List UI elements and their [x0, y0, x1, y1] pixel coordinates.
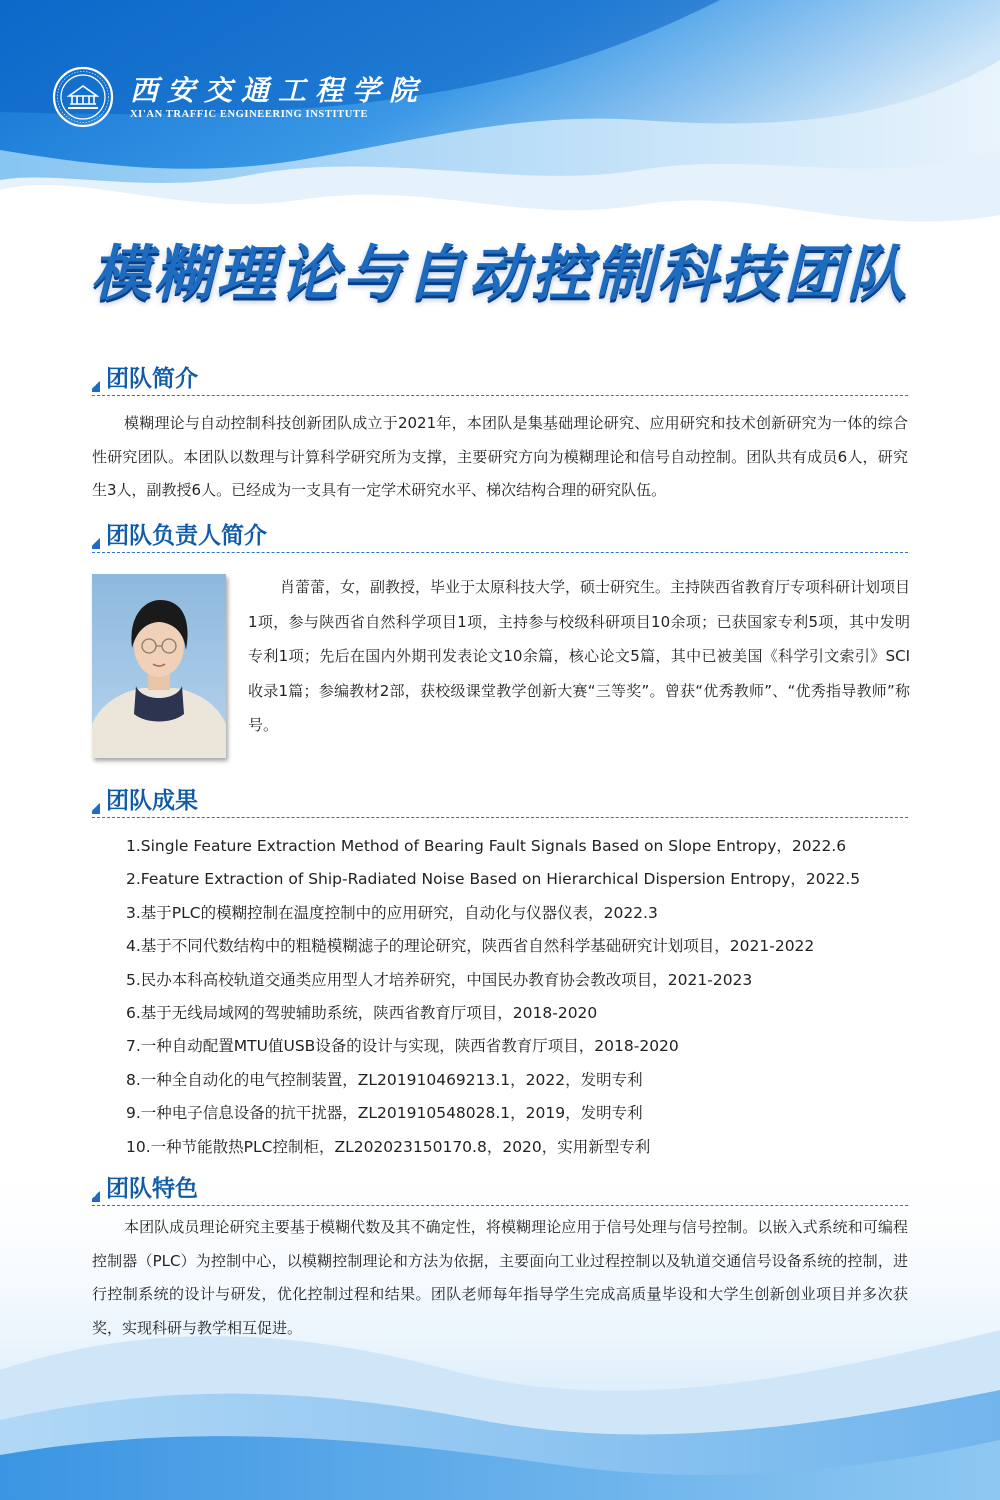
list-item: 8.一种全自动化的电气控制装置，ZL201910469213.1，2022，发明专利 — [126, 1070, 643, 1089]
school-name-en: XI'AN TRAFFIC ENGINEERING INSTITUTE — [130, 108, 369, 120]
section-title: 团队负责人简介 — [106, 523, 267, 549]
leader-photo — [92, 574, 226, 758]
list-item: 2.Feature Extraction of Ship-Radiated Noise Based on Hierarchical Dispersion Entropy，2022.5 — [126, 870, 861, 889]
features-paragraph: 本团队成员理论研究主要基于模糊代数及其不确定性，将模糊理论应用于信号处理与信号控制。以嵌入式系统和可编程控制器（PLC）为控制中心，以模糊控制理论和方法为依据，主要面向工业过程控制以及轨道交通信号设备系统的控制，进行控制系统的设计与研发，优化控制过程和结果。团队老师每年指导学生完成高质量毕设和大学生创新创业项目并多次获奖，实现科研与教学相互促进。 — [92, 1218, 908, 1337]
section-heading-achievements — [92, 784, 908, 818]
section-title: 团队成果 — [106, 788, 198, 814]
school-seal-icon — [52, 66, 114, 128]
section-title: 团队特色 — [106, 1176, 198, 1202]
person-portrait — [92, 574, 226, 758]
school-name-cn: 西安交通工程学院 — [130, 73, 427, 107]
school-logo — [52, 66, 426, 128]
triangle-marker-icon — [92, 378, 100, 392]
list-item: 3.基于PLC的模糊控制在温度控制中的应用研究，自动化与仪器仪表，2022.3 — [126, 903, 658, 922]
list-item: 1.Single Feature Extraction Method of Bearing Fault Signals Based on Slope Entropy，2022.6 — [126, 837, 847, 855]
section-title: 团队简介 — [106, 366, 198, 392]
intro-paragraph: 模糊理论与自动控制科技创新团队成立于2021年，本团队是集基础理论研究、应用研究和技术创新研究为一体的综合性研究团队。本团队以数理与计算科学研究所为支撑，主要研究方向为模糊理论和信号自动控制。团队共有成员6人，研究生3人，副教授6人。已经成为一支具有一定学术研究水平、梯次结构合理的研究队伍。 — [92, 414, 908, 499]
list-item: 4.基于不同代数结构中的粗糙模糊滤子的理论研究，陕西省自然科学基础研究计划项目，2021-2022 — [126, 937, 815, 956]
section-heading-leader — [92, 519, 908, 553]
section-heading-intro — [92, 362, 908, 396]
list-item: 6.基于无线局域网的驾驶辅助系统，陕西省教育厅项目，2018-2020 — [126, 1004, 598, 1023]
list-item: 9.一种电子信息设备的抗干扰器，ZL201910548028.1，2019，发明专利 — [126, 1104, 643, 1123]
leader-paragraph: 肖蕾蕾，女，副教授，毕业于太原科技大学，硕士研究生。主持陕西省教育厅专项科研计划项目1项，参与陕西省自然科学项目1项，主持参与校级科研项目10余项；已获国家专利5项，其中发明专利1项；先后在国内外期刊发表论文10余篇，核心论文5篇，其中已被美国《科学引文索引》SCI收录1篇；参编教材2部，获校级课堂教学创新大赛“三等奖”。曾获“优秀教师”、“优秀指导教师”称号。 — [248, 578, 911, 734]
page-title: 模糊理论与自动控制科技团队 — [90, 239, 910, 309]
list-item: 5.民办本科高校轨道交通类应用型人才培养研究，中国民办教育协会教改项目，2021-2023 — [126, 970, 753, 989]
triangle-marker-icon — [92, 1188, 100, 1202]
list-item: 7.一种自动配置MTU值USB设备的设计与实现，陕西省教育厅项目，2018-2020 — [126, 1037, 679, 1056]
list-item: 10.一种节能散热PLC控制柜，ZL202023150170.8，2020，实用新型专利 — [126, 1137, 651, 1156]
triangle-marker-icon — [92, 800, 100, 814]
section-heading-features — [92, 1172, 908, 1206]
triangle-marker-icon — [92, 535, 100, 549]
achievements-list — [126, 830, 916, 1164]
